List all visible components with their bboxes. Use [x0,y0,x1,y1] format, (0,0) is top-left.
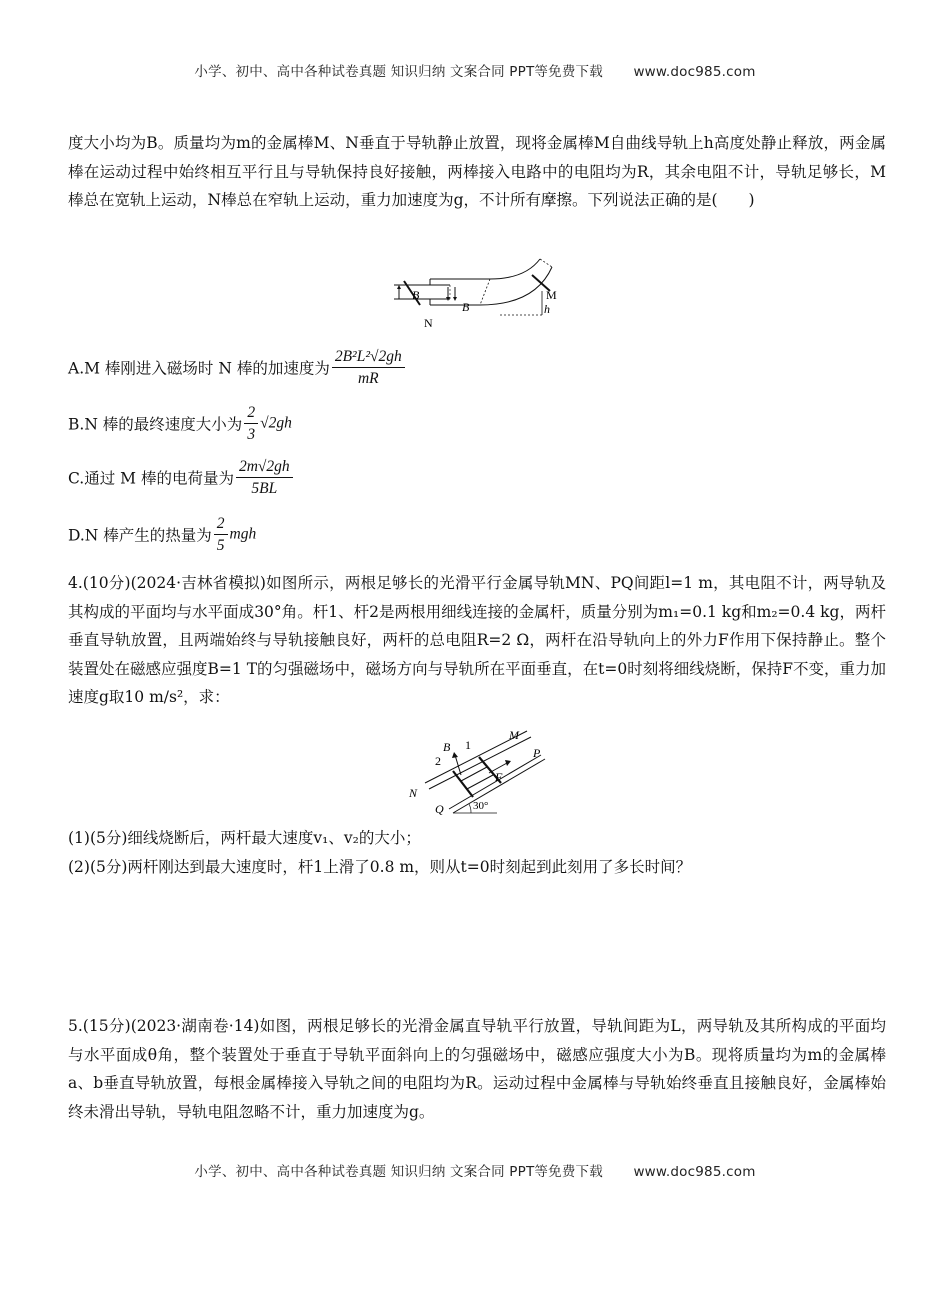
q3-fig-label-m: M [546,288,557,302]
q4-sub1: (1)(5分)细线烧断后，两杆最大速度v₁、v₂的大小； [68,829,421,847]
option-d-text: D.N 棒产生的热量为 [68,526,212,545]
header-site-link[interactable]: www.doc985.com [633,64,756,80]
header-text: 小学、初中、高中各种试卷真题 知识归纳 文案合同 PPT等免费下载 [194,64,603,80]
option-a-fraction [332,346,405,389]
q4-fig-label-p: P [533,746,541,760]
option-c-numerator: 2m√2gh [236,456,293,478]
q3-intro: 度大小均为B。质量均为m的金属棒M、N垂直于导轨静止放置，现将金属棒M自曲线导轨上h高度处静止释放，两金属棒在运动过程中始终相互平行且与导轨保持良好接触，两棒接入电路中的电阻均为R，其余电阻不计，导轨足够长，M棒总在宽轨上运动，N棒总在窄轨上运动，重力加速度为g，不计所有摩擦。下列说法正确的是( ) [68,134,886,209]
q4-fig-label-f: F [495,770,503,784]
option-b-text: B.N 棒的最终速度大小为 [68,415,243,434]
q4-fig-label-n: N [409,786,418,800]
q4-fig-label-b: B [443,740,451,754]
option-a-numerator: 2B²L²√2gh [332,346,405,368]
q4-figure [405,725,555,815]
q3-option-b[interactable] [68,402,292,445]
option-b-denominator: 3 [247,426,256,443]
option-d-denominator: 5 [216,537,225,554]
option-d-fraction [214,513,228,556]
option-c-text: C.通过 M 棒的电荷量为 [68,469,234,488]
q3-figure [390,255,570,330]
footer-text: 小学、初中、高中各种试卷真题 知识归纳 文案合同 PPT等免费下载 [194,1164,603,1180]
q4-fig-label-m: M [509,728,519,742]
q4-fig-label-q: Q [435,802,444,815]
option-c-fraction [236,456,293,499]
option-b-fraction [244,402,258,445]
option-b-sqrt: √2gh [260,414,292,432]
q4-fig-label-2: 2 [435,754,441,768]
q3-fig-label-h: h [544,302,550,316]
q3-fig-label-b1: B [412,288,420,302]
q3-option-a[interactable] [68,346,407,389]
option-c-denominator: 5BL [251,480,278,497]
option-a-text: A.M 棒刚进入磁场时 N 棒的加速度为 [68,359,330,378]
page-header [0,60,950,80]
q4-sub2: (2)(5分)两杆刚达到最大速度时，杆1上滑了0.8 m，则从t=0时刻起到此刻用了多长时间？ [68,858,692,876]
q4-fig-label-1: 1 [465,738,471,752]
q4-fig-label-angle: 30° [473,800,489,812]
q4-text: 4.(10分)(2024·吉林省模拟)如图所示，两根足够长的光滑平行金属导轨MN、PQ间距l=1 m，其电阻不计，两导轨及其构成的平面均与水平面成30°角。杆1、杆2是两根用细线连接的金属杆，质量分别为m₁=0.1 kg和m₂=0.4 kg，两杆垂直导轨放置，且两端始终与导轨接触良好，两杆的总电阻R=2 Ω，两杆在沿导轨向上的外力F作用下保持静止。整个装置处在磁感应强度B=1 T的匀强磁场中，磁场方向与导轨所在平面垂直，在t=0时刻将细线烧断，保持F不变，重力加速度g取10 m/s²，求： [68,574,886,706]
option-b-numerator: 2 [244,402,258,424]
q3-fig-label-n: N [424,316,433,330]
q3-fig-label-b2: B [462,300,470,314]
option-d-numerator: 2 [214,513,228,535]
option-d-tail: mgh [229,525,257,543]
footer-site-link[interactable]: www.doc985.com [633,1164,756,1180]
q3-option-d[interactable] [68,513,256,556]
page-footer [0,1160,950,1180]
q5-text: 5.(15分)(2023·湖南卷·14)如图，两根足够长的光滑金属直导轨平行放置，导轨间距为L，两导轨及其所构成的平面均与水平面成θ角，整个装置处于垂直于导轨平面斜向上的匀强磁场中，磁感应强度大小为B。现将质量均为m的金属棒a、b垂直导轨放置，每根金属棒接入导轨之间的电阻均为R。运动过程中金属棒与导轨始终垂直且接触良好，金属棒始终未滑出导轨，导轨电阻忽略不计，重力加速度为g。 [68,1017,886,1121]
option-a-denominator: mR [357,370,379,387]
q3-option-c[interactable] [68,456,295,499]
